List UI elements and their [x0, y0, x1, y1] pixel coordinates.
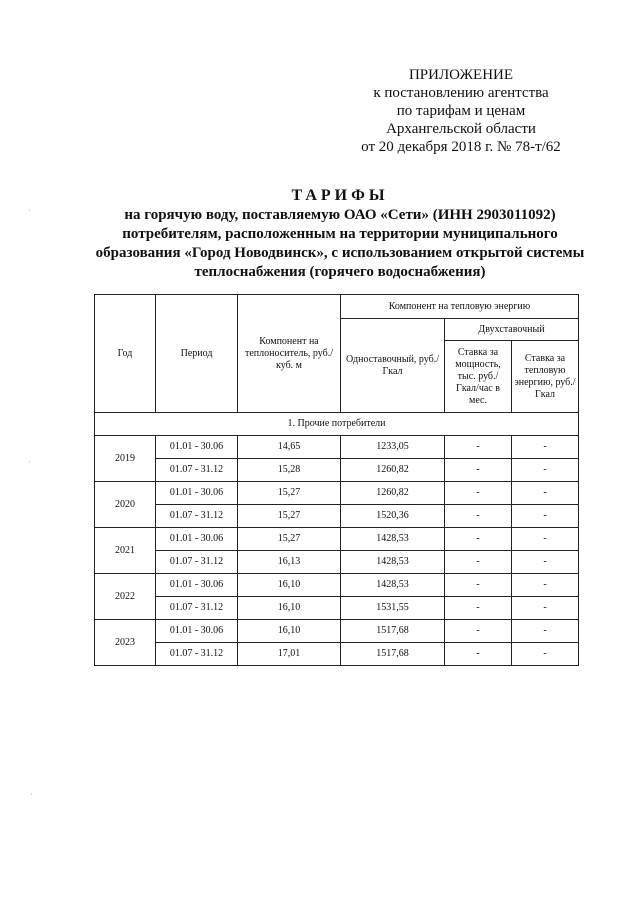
capacity-cell: - [445, 436, 512, 459]
energy-cell: - [512, 482, 579, 505]
carrier-cell: 15,28 [238, 459, 341, 482]
year-cell: 2020 [95, 482, 156, 528]
period-cell: 01.07 - 31.12 [156, 459, 238, 482]
single-rate-cell: 1517,68 [341, 620, 445, 643]
period-cell: 01.01 - 30.06 [156, 620, 238, 643]
table-row [95, 620, 579, 643]
header-two-part: Двухставочный [445, 319, 579, 341]
table-row [95, 459, 579, 482]
energy-cell: - [512, 643, 579, 666]
header-capacity-rate: Ставка за мощность, тыс. руб./ Гкал/час в мес. [445, 341, 512, 413]
table-row [95, 436, 579, 459]
scan-artifact: · [28, 206, 31, 215]
year-cell: 2023 [95, 620, 156, 666]
header-period: Период [156, 295, 238, 413]
appendix-line: к постановлению агентства [373, 85, 549, 101]
energy-cell: - [512, 597, 579, 620]
title-main: ТАРИФЫ [291, 187, 389, 204]
table-row [95, 528, 579, 551]
period-cell: 01.01 - 30.06 [156, 436, 238, 459]
carrier-cell: 16,10 [238, 574, 341, 597]
table-row [95, 597, 579, 620]
appendix-line: ПРИЛОЖЕНИЕ [408, 67, 514, 83]
document-title [80, 186, 600, 282]
capacity-cell: - [445, 459, 512, 482]
capacity-cell: - [445, 551, 512, 574]
period-cell: 01.07 - 31.12 [156, 643, 238, 666]
carrier-cell: 15,27 [238, 528, 341, 551]
appendix-line: от 20 декабря 2018 г. № 78-т/62 [361, 139, 561, 155]
energy-cell: - [512, 574, 579, 597]
energy-cell: - [512, 551, 579, 574]
section-title: 1. Прочие потребители [95, 413, 579, 436]
carrier-cell: 14,65 [238, 436, 341, 459]
table-row [95, 551, 579, 574]
carrier-cell: 16,10 [238, 597, 341, 620]
table-row [95, 574, 579, 597]
header-year: Год [95, 295, 156, 413]
capacity-cell: - [445, 597, 512, 620]
single-rate-cell: 1233,05 [341, 436, 445, 459]
appendix-block [330, 66, 592, 156]
header-energy-rate: Ставка за тепловую энергию, руб./Гкал [512, 341, 579, 413]
carrier-cell: 16,10 [238, 620, 341, 643]
single-rate-cell: 1520,36 [341, 505, 445, 528]
carrier-cell: 15,27 [238, 482, 341, 505]
title-line: теплоснабжения (горячего водоснабжения) [194, 264, 486, 280]
table-row [95, 505, 579, 528]
period-cell: 01.01 - 30.06 [156, 482, 238, 505]
header-carrier: Компонент на теплоноситель, руб./куб. м [238, 295, 341, 413]
capacity-cell: - [445, 620, 512, 643]
appendix-line: Архангельской области [386, 121, 536, 137]
carrier-cell: 17,01 [238, 643, 341, 666]
single-rate-cell: 1531,55 [341, 597, 445, 620]
single-rate-cell: 1260,82 [341, 459, 445, 482]
appendix-line: по тарифам и ценам [396, 103, 526, 119]
period-cell: 01.01 - 30.06 [156, 528, 238, 551]
year-cell: 2022 [95, 574, 156, 620]
single-rate-cell: 1428,53 [341, 528, 445, 551]
energy-cell: - [512, 528, 579, 551]
period-cell: 01.07 - 31.12 [156, 505, 238, 528]
capacity-cell: - [445, 574, 512, 597]
year-cell: 2019 [95, 436, 156, 482]
tariff-table [94, 294, 579, 666]
period-cell: 01.07 - 31.12 [156, 597, 238, 620]
capacity-cell: - [445, 643, 512, 666]
single-rate-cell: 1517,68 [341, 643, 445, 666]
energy-cell: - [512, 436, 579, 459]
capacity-cell: - [445, 482, 512, 505]
single-rate-cell: 1428,53 [341, 574, 445, 597]
energy-cell: - [512, 505, 579, 528]
single-rate-cell: 1260,82 [341, 482, 445, 505]
carrier-cell: 15,27 [238, 505, 341, 528]
period-cell: 01.07 - 31.12 [156, 551, 238, 574]
carrier-cell: 16,13 [238, 551, 341, 574]
header-single-rate: Одноставочный, руб./Гкал [341, 319, 445, 413]
header-heat-component: Компонент на тепловую энергию [341, 295, 579, 319]
scan-artifact: · [30, 790, 33, 799]
title-line: потребителям, расположенным на территории муниципального [122, 226, 558, 242]
single-rate-cell: 1428,53 [341, 551, 445, 574]
capacity-cell: - [445, 528, 512, 551]
title-line: на горячую воду, поставляемую ОАО «Сети» (ИНН 2903011092) [124, 207, 556, 223]
scan-artifact: · [28, 458, 31, 467]
capacity-cell: - [445, 505, 512, 528]
period-cell: 01.01 - 30.06 [156, 574, 238, 597]
year-cell: 2021 [95, 528, 156, 574]
table-row [95, 482, 579, 505]
table-row [95, 643, 579, 666]
energy-cell: - [512, 620, 579, 643]
energy-cell: - [512, 459, 579, 482]
title-line: образования «Город Новодвинск», с использованием открытой системы [95, 245, 585, 261]
